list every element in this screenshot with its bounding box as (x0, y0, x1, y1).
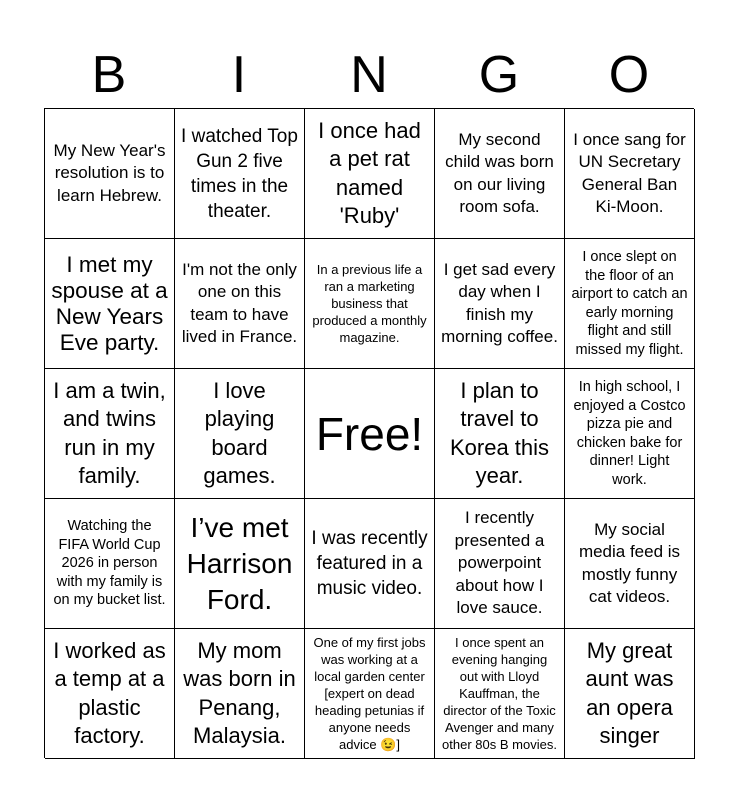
bingo-cell[interactable] (175, 109, 305, 239)
bingo-cell[interactable] (305, 629, 435, 759)
bingo-cell[interactable] (175, 239, 305, 369)
bingo-cell[interactable] (45, 369, 175, 499)
cell-text: My New Year's resolution is to learn Hebrew. (53, 140, 166, 205)
free-space-cell[interactable] (305, 369, 435, 499)
cell-text: I was recently featured in a music video. (311, 528, 428, 599)
header-letter-g: G (478, 46, 520, 104)
bingo-cell[interactable] (305, 239, 435, 369)
cell-text: I once spent an evening hanging out with Lloyd Kauffman, the director of the Toxic Avenger and many other 80s B movies. (442, 635, 557, 752)
bingo-cell[interactable] (175, 629, 305, 759)
header-letter-o: O (608, 46, 650, 104)
bingo-cell[interactable] (565, 369, 695, 499)
free-space-text: Free! (315, 407, 424, 460)
header-letter-b: B (91, 46, 127, 104)
cell-text: I once had a pet rat named 'Ruby' (318, 117, 421, 228)
bingo-cell[interactable] (175, 499, 305, 629)
bingo-cell[interactable] (435, 239, 565, 369)
cell-text: In a previous life a ran a marketing business that produced a monthly magazine. (312, 262, 427, 345)
cell-text: I once sang for UN Secretary General Ban Ki-Moon. (573, 129, 686, 216)
header-letter-n: N (350, 46, 388, 104)
bingo-card (44, 108, 694, 758)
cell-text: In high school, I enjoyed a Costco pizza pie and chicken bake for dinner! Light work. (573, 379, 686, 488)
bingo-cell[interactable] (565, 629, 695, 759)
bingo-header (44, 44, 694, 106)
cell-text: Watching the FIFA World Cup 2026 in person with my family is on my bucket list. (53, 518, 166, 609)
cell-text: One of my first jobs was working at a local garden center [expert on dead heading petunias if anyone needs advice 😉] (313, 635, 426, 752)
cell-text: My great aunt was an opera singer (585, 637, 674, 748)
cell-text: I recently presented a powerpoint about how I love sauce. (454, 508, 545, 618)
bingo-cell[interactable] (45, 499, 175, 629)
cell-text: I met my spouse at a New Years Eve party. (51, 251, 168, 355)
bingo-cell[interactable] (565, 499, 695, 629)
bingo-cell[interactable] (435, 109, 565, 239)
cell-text: My second child was born on our living room sofa. (445, 129, 554, 216)
bingo-cell[interactable] (435, 499, 565, 629)
cell-text: I get sad every day when I finish my morning coffee. (441, 259, 558, 346)
cell-text: I plan to travel to Korea this year. (449, 377, 550, 488)
cell-text: I worked as a temp at a plastic factory. (53, 637, 166, 748)
bingo-cell[interactable] (565, 239, 695, 369)
bingo-cell[interactable] (305, 109, 435, 239)
cell-text: I watched Top Gun 2 five times in the theater. (181, 125, 298, 222)
bingo-cell[interactable] (435, 369, 565, 499)
bingo-cell[interactable] (45, 239, 175, 369)
cell-text: I love playing board games. (203, 377, 276, 488)
cell-text: I am a twin, and twins run in my family. (53, 377, 166, 488)
cell-text: I’ve met Harrison Ford. (186, 511, 293, 615)
bingo-cell[interactable] (435, 629, 565, 759)
bingo-cell[interactable] (45, 629, 175, 759)
cell-text: I once slept on the floor of an airport to catch an early morning flight and still missed my flight. (571, 249, 688, 358)
bingo-cell[interactable] (565, 109, 695, 239)
cell-text: My social media feed is mostly funny cat videos. (578, 519, 681, 606)
bingo-cell[interactable] (45, 109, 175, 239)
header-letter-i: I (231, 46, 247, 104)
cell-text: My mom was born in Penang, Malaysia. (183, 637, 296, 748)
cell-text: I'm not the only one on this team to have lived in France. (181, 259, 298, 346)
bingo-cell[interactable] (175, 369, 305, 499)
bingo-cell[interactable] (305, 499, 435, 629)
